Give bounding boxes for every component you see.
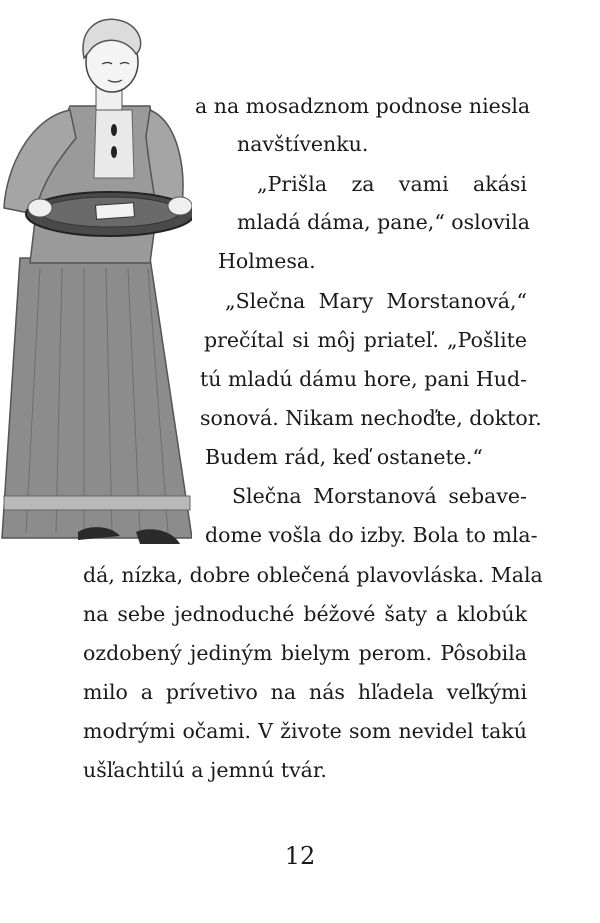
- text-line-1: a na mosadznom podnose niesla: [195, 94, 531, 118]
- text-line-12: dome vošla do izby. Bola to mla-: [205, 523, 538, 547]
- text-line-17: modrými očami. V živote som nevidel takú: [83, 719, 527, 743]
- text-line-9: sonová. Nikam nechoďte, doktor.: [200, 406, 542, 430]
- text-line-2: navštívenku.: [237, 132, 369, 156]
- text-line-13: dá, nízka, dobre oblečená plavovláska. Mala: [83, 563, 543, 587]
- text-line-8: tú mladú dámu hore, pani Hud-: [200, 367, 527, 391]
- text-line-10: Budem rád, keď ostanete.“: [205, 445, 483, 469]
- page-number: 12: [284, 842, 316, 870]
- text-line-15: ozdobený jediným bielym perom. Pôsobila: [83, 641, 527, 665]
- housekeeper-illustration: [0, 18, 192, 554]
- text-line-3: „Prišla za vami akási: [257, 172, 527, 196]
- text-line-4: mladá dáma, pane,“ oslovila: [237, 210, 530, 234]
- text-line-5: Holmesa.: [218, 249, 316, 273]
- text-line-14: na sebe jednoduché béžové šaty a klobúk: [83, 602, 527, 626]
- text-line-11: Slečna Morstanová sebave-: [232, 484, 527, 508]
- visiting-card: [96, 203, 135, 220]
- text-line-6: „Slečna Mary Morstanová,“: [225, 289, 527, 313]
- text-line-16: milo a prívetivo na nás hľadela veľkými: [83, 680, 527, 704]
- text-line-7: prečítal si môj priateľ. „Pošlite: [204, 328, 527, 352]
- text-line-18: ušľachtilú a jemnú tvár.: [83, 758, 327, 782]
